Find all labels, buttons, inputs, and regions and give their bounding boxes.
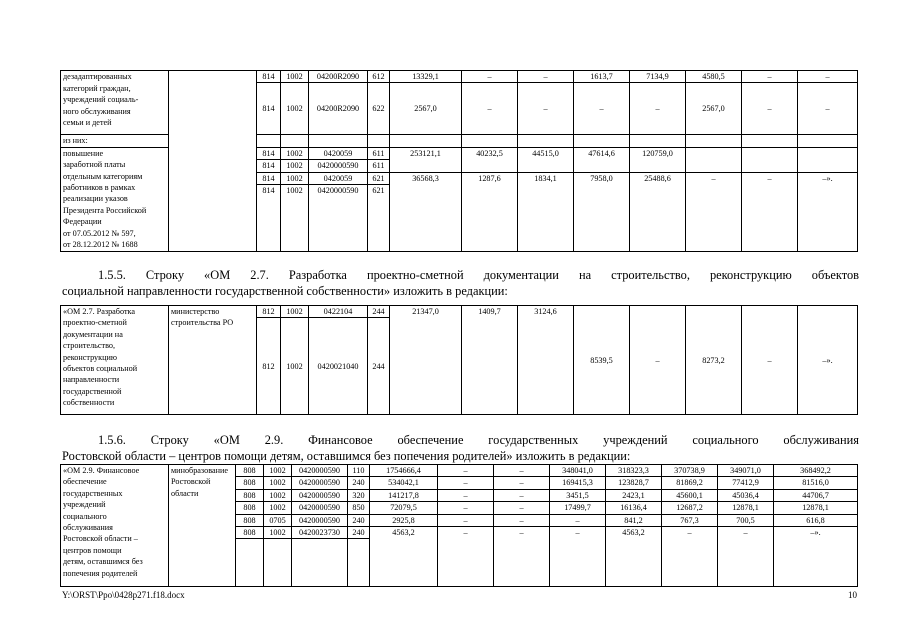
csr-code: 0420000590 (309, 160, 368, 172)
value-cell: 4580,5 (686, 71, 742, 83)
desc-line: центров помощи (63, 545, 122, 555)
desc-line: Федерации (63, 217, 102, 227)
desc-line: Ростовской области – (63, 534, 138, 544)
vr-code: 320 (348, 489, 370, 501)
desc-line: от 28.12.2012 № 1688 (63, 240, 138, 250)
total-value: 36568,3 (390, 172, 462, 251)
paragraph-line: социальной направленности государственной собственности» изложить в редакции: (62, 283, 508, 298)
csr-code: 0420000590 (309, 185, 368, 252)
table-om-2-7 (60, 305, 858, 415)
desc-line: попечения родителей (63, 568, 138, 578)
total-value: 253121,1 (390, 147, 462, 172)
vr-code: 611 (368, 160, 390, 172)
value-cell: 1409,7 (462, 306, 518, 415)
value-cell: – (518, 71, 574, 83)
csr-code: 0422104 (309, 306, 368, 318)
rzpr-code: 0705 (264, 514, 292, 526)
value-cell: – (798, 71, 858, 83)
gr-code: 814 (257, 160, 281, 172)
rzpr-code: 1002 (264, 502, 292, 514)
desc-line: документации на (63, 329, 123, 339)
value-cell: 12687,2 (662, 502, 718, 514)
value-cell: 81869,2 (662, 477, 718, 489)
csr-code: 0420059 (309, 147, 368, 159)
vr-code: 240 (348, 477, 370, 489)
value-cell: – (494, 489, 550, 501)
gr-code: 808 (236, 477, 264, 489)
rzpr-code: 1002 (281, 185, 309, 252)
desc-line: собственности (63, 398, 115, 408)
value-cell: 2567,0 (686, 83, 742, 135)
desc-line: учреждений (63, 500, 106, 510)
table-om-2-6-continuation (60, 70, 858, 252)
total-value: 1754666,4 (370, 465, 438, 477)
desc-line: «ОМ 2.9. Финансовое (63, 466, 140, 475)
value-cell: 44706,7 (774, 489, 858, 501)
paragraph-1-5-6 (62, 433, 859, 464)
value-cell: 47614,6 (574, 147, 630, 172)
vr-code: 110 (348, 465, 370, 477)
desc-line: обеспечение (63, 477, 107, 487)
desc-line: реализации указов (63, 194, 128, 204)
value-cell: 25488,6 (630, 172, 686, 251)
gr-code: 808 (236, 527, 264, 539)
vr-code: 621 (368, 172, 390, 184)
total-value: 21347,0 (390, 306, 462, 415)
value-cell: 17499,7 (550, 502, 606, 514)
value-cell: 120759,0 (630, 147, 686, 172)
desc-line: «ОМ 2.7. Разработка (63, 307, 136, 316)
desc-line: семьи и детей (63, 118, 112, 128)
value-cell: –». (774, 527, 858, 587)
value-cell: 1834,1 (518, 172, 574, 251)
value-cell: – (438, 527, 494, 587)
paragraph-1-5-5 (62, 268, 859, 299)
rzpr-code: 1002 (264, 465, 292, 477)
value-cell: 368492,2 (774, 465, 858, 477)
rzpr-code: 1002 (264, 477, 292, 489)
desc-line: отдельным категориям (63, 171, 143, 181)
iz-nih-label: из них: (61, 135, 169, 147)
value-cell: 8539,5 (574, 306, 630, 415)
desc-line: от 07.05.2012 № 597, (63, 228, 136, 238)
value-cell: 81516,0 (774, 477, 858, 489)
table-row (61, 71, 858, 83)
vr-code: 240 (348, 527, 370, 539)
vr-code: 244 (368, 318, 390, 415)
paragraph-line: 1.5.5. Строку «ОМ 2.7. Разработка проектно-сметной документации на строительство, реконструкцию объектов (98, 268, 859, 282)
org-line: минобразование (171, 466, 229, 475)
value-cell: –». (798, 306, 858, 415)
value-cell: 45036,4 (718, 489, 774, 501)
vr-code: 612 (368, 71, 390, 83)
page-number: 10 (848, 590, 857, 600)
vr-code: 611 (368, 147, 390, 159)
value-cell: 616,8 (774, 514, 858, 526)
csr-code: 0420000590 (292, 502, 348, 514)
value-cell: – (494, 527, 550, 587)
rzpr-code: 1002 (264, 489, 292, 501)
rzpr-code: 1002 (281, 83, 309, 135)
rzpr-code: 1002 (281, 306, 309, 318)
value-cell: 700,5 (718, 514, 774, 526)
value-cell: – (550, 527, 606, 587)
value-cell: 4563,2 (606, 527, 662, 587)
vr-code: 621 (368, 185, 390, 252)
value-cell: – (438, 477, 494, 489)
desc-line: строительство, (63, 341, 116, 351)
value-cell: – (438, 502, 494, 514)
gr-code: 814 (257, 71, 281, 83)
csr-code: 0420023730 (292, 527, 348, 539)
total-value: 72079,5 (370, 502, 438, 514)
value-cell: 16136,4 (606, 502, 662, 514)
rzpr-code: 1002 (281, 160, 309, 172)
csr-code: 04200R2090 (309, 71, 368, 83)
vr-code: 622 (368, 83, 390, 135)
total-value: 4563,2 (370, 527, 438, 587)
value-cell: – (438, 514, 494, 526)
org-line: строительства РО (171, 318, 234, 328)
table-row (61, 306, 858, 318)
value-cell: 1287,6 (462, 172, 518, 251)
desc-line: ного обслуживания (63, 106, 131, 116)
gr-code: 808 (236, 489, 264, 501)
csr-code: 0420021040 (309, 318, 368, 415)
value-cell: 348041,0 (550, 465, 606, 477)
gr-code: 808 (236, 514, 264, 526)
desc-line: направленности (63, 375, 120, 385)
value-cell: – (630, 306, 686, 415)
file-path-footer: Y:\ORST\Ppo\0428p271.f18.docx (62, 590, 185, 600)
value-cell: – (662, 527, 718, 587)
value-cell: 370738,9 (662, 465, 718, 477)
rzpr-code: 1002 (281, 147, 309, 159)
csr-code: 0420059 (309, 172, 368, 184)
desc-line: государственной (63, 386, 122, 396)
value-cell: – (686, 172, 742, 251)
org-cell (169, 71, 257, 252)
desc-line: реконструкцию (63, 352, 118, 362)
value-cell: 7958,0 (574, 172, 630, 251)
value-cell: 45600,1 (662, 489, 718, 501)
value-cell: – (742, 306, 798, 415)
value-cell: – (462, 83, 518, 135)
value-cell: 44515,0 (518, 147, 574, 172)
desc-line: дезадаптированных (63, 72, 132, 81)
value-cell: 1613,7 (574, 71, 630, 83)
value-cell: 767,3 (662, 514, 718, 526)
org-line: Ростовской (171, 477, 211, 487)
desc-line: объектов социальной (63, 364, 138, 374)
value-cell: 123828,7 (606, 477, 662, 489)
table-row (61, 465, 858, 477)
desc-line: заработной платы (63, 160, 126, 170)
value-cell: 77412,9 (718, 477, 774, 489)
desc-line: категорий граждан, (63, 83, 131, 93)
value-cell: – (462, 71, 518, 83)
desc-line: Президента Российской (63, 205, 147, 215)
org-line: области (171, 488, 199, 498)
value-cell: – (438, 489, 494, 501)
value-cell: – (574, 83, 630, 135)
rzpr-code: 1002 (281, 172, 309, 184)
vr-code: 240 (348, 514, 370, 526)
total-value: 13329,1 (390, 71, 462, 83)
paragraph-line: 1.5.6. Строку «ОМ 2.9. Финансовое обеспечение государственных учреждений социального обслуживания (98, 433, 859, 447)
value-cell: – (718, 527, 774, 587)
value-cell: – (550, 514, 606, 526)
vr-code: 850 (348, 502, 370, 514)
value-cell: 349071,0 (718, 465, 774, 477)
value-cell: 12878,1 (774, 502, 858, 514)
value-cell: 12878,1 (718, 502, 774, 514)
value-cell (742, 147, 798, 172)
value-cell: 2423,1 (606, 489, 662, 501)
desc-line: обслуживания (63, 523, 113, 533)
paragraph-line: Ростовской области – центров помощи детям, оставшимся без попечения родителей» изложить в редакции: (62, 448, 631, 463)
value-cell: 3124,6 (518, 306, 574, 415)
value-cell: – (494, 465, 550, 477)
table-om-2-9 (60, 464, 858, 587)
desc-line: детям, оставшимся без (63, 557, 143, 567)
csr-code: 0420000590 (292, 465, 348, 477)
desc-line: учреждений социаль- (63, 95, 139, 105)
value-cell: 841,2 (606, 514, 662, 526)
csr-code: 0420000590 (292, 477, 348, 489)
desc-line: государственных (63, 488, 123, 498)
gr-code: 808 (236, 502, 264, 514)
value-cell: – (742, 71, 798, 83)
value-cell: 3451,5 (550, 489, 606, 501)
rzpr-code: 1002 (281, 318, 309, 415)
value-cell: 7134,9 (630, 71, 686, 83)
gr-code: 808 (236, 465, 264, 477)
value-cell: – (630, 83, 686, 135)
desc-line: социального (63, 511, 107, 521)
value-cell: – (798, 83, 858, 135)
csr-code: 0420000590 (292, 514, 348, 526)
value-cell: – (494, 502, 550, 514)
value-cell (798, 147, 858, 172)
value-cell: 8273,2 (686, 306, 742, 415)
value-cell: 169415,3 (550, 477, 606, 489)
value-cell: 318323,3 (606, 465, 662, 477)
desc-line: повышение (63, 148, 104, 158)
rzpr-code: 1002 (264, 527, 292, 539)
total-value: 2925,8 (370, 514, 438, 526)
gr-code: 814 (257, 172, 281, 184)
value-cell: – (742, 172, 798, 251)
total-value: 2567,0 (390, 83, 462, 135)
value-cell: 40232,5 (462, 147, 518, 172)
total-value: 534042,1 (370, 477, 438, 489)
org-line: министерство (171, 307, 220, 316)
gr-code: 812 (257, 318, 281, 415)
gr-code: 814 (257, 83, 281, 135)
value-cell (686, 147, 742, 172)
desc-line: работников в рамках (63, 183, 136, 193)
csr-code: 04200R2090 (309, 83, 368, 135)
value-cell: –». (798, 172, 858, 251)
gr-code: 814 (257, 147, 281, 159)
csr-code: 0420000590 (292, 489, 348, 501)
value-cell: – (518, 83, 574, 135)
desc-line: проектно-сметной (63, 318, 127, 328)
total-value: 141217,8 (370, 489, 438, 501)
vr-code: 244 (368, 306, 390, 318)
value-cell: – (438, 465, 494, 477)
value-cell: – (494, 477, 550, 489)
value-cell: – (494, 514, 550, 526)
value-cell: – (742, 83, 798, 135)
gr-code: 812 (257, 306, 281, 318)
gr-code: 814 (257, 185, 281, 252)
rzpr-code: 1002 (281, 71, 309, 83)
